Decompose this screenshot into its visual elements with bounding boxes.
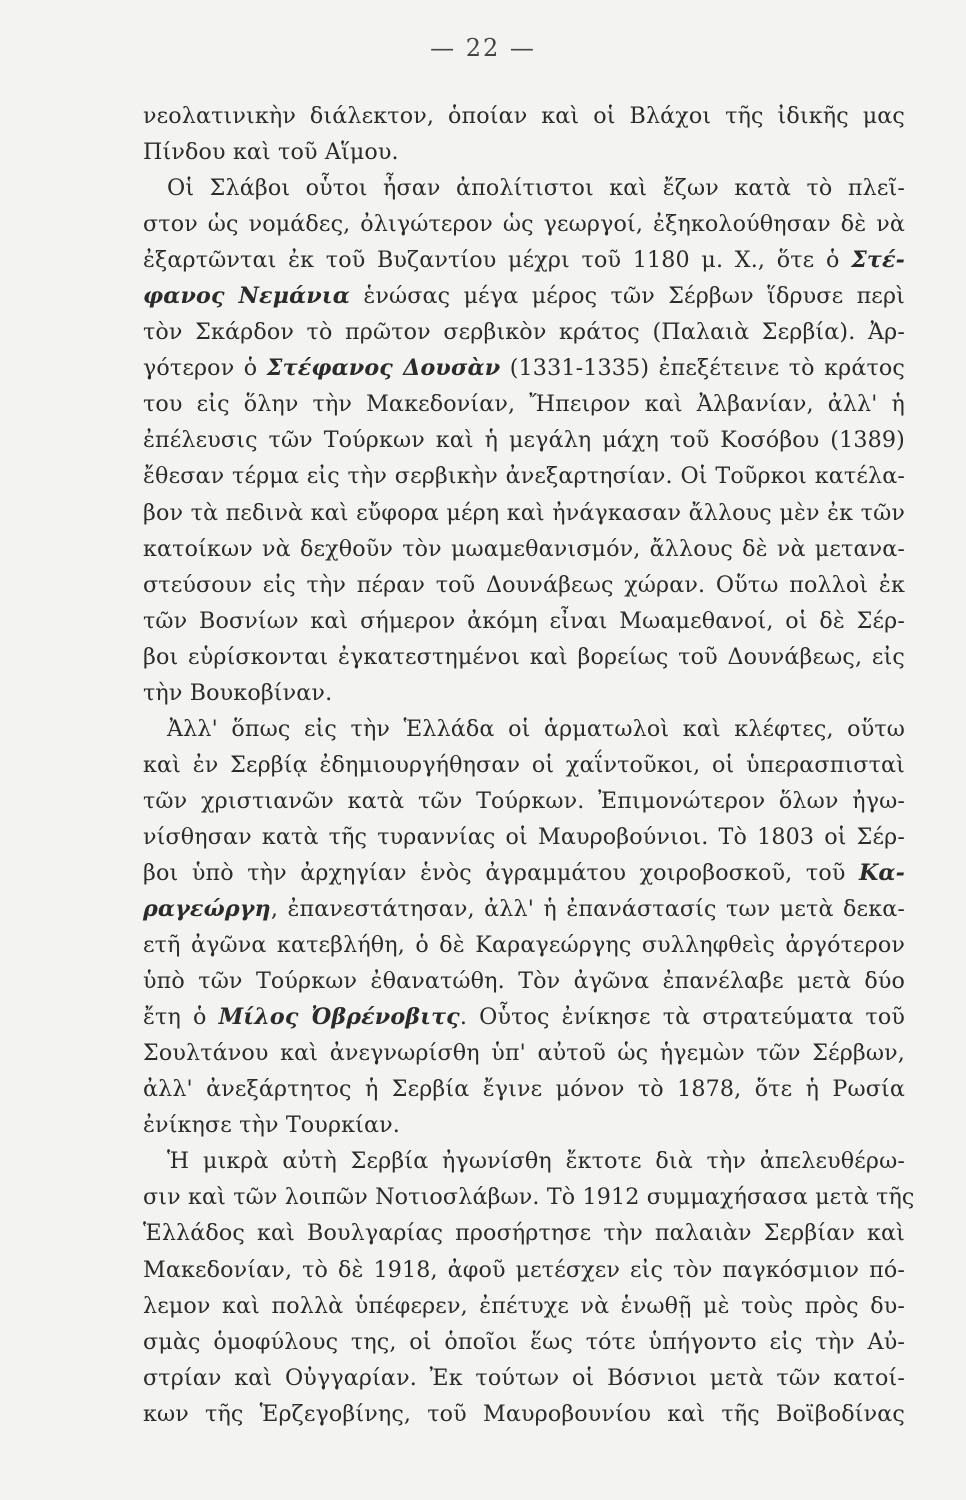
text-segment: ἔτη ὁ <box>143 1004 219 1031</box>
text-line-33: Μακεδονίαν, τὸ δὲ 1918, ἀφοῦ μετέσχεν εἰς τὸν παγκόσμιον πό- <box>143 1256 905 1283</box>
text-line-3: Οἱ Σλάβοι οὗτοι ἦσαν ἀπολίτιστοι καὶ ἔζων κατὰ τὸ πλεῖ- <box>167 175 905 202</box>
text-line-26 <box>143 999 905 1035</box>
text-line-37: κων τῆς Ἑρζεγοβίνης, τοῦ Μαυροβουνίου καὶ τῆς Βοϊβοδίνας <box>143 1400 905 1427</box>
text-line-9: του εἰς ὅλην τὴν Μακεδονίαν, Ἤπειρον καὶ Ἀλβανίαν, ἀλλ' ἡ <box>143 391 905 418</box>
text-line-5 <box>143 242 905 278</box>
page-number: — 22 — <box>430 34 536 62</box>
text-line-30: Ἡ μικρὰ αὐτὴ Σερβία ἠγωνίσθη ἔκτοτε διὰ τὴν ἀπελευθέρω- <box>167 1148 905 1175</box>
text-line-12: βον τὰ πεδινὰ καὶ εὔφορα μέρη καὶ ἠνάγκασαν ἄλλους μὲν ἐκ τῶν <box>143 499 905 526</box>
text-line-18: Ἀλλ' ὅπως εἰς τὴν Ἑλλάδα οἱ ἁρματωλοὶ καὶ κλέφτες, οὕτω <box>167 715 905 742</box>
text-segment: ἐξαρτῶνται ἐκ τοῦ Βυζαντίου μέχρι τοῦ 1180 μ. Χ., ὅτε ὁ <box>143 247 852 274</box>
text-segment: . Οὗτος ἐνίκησε τὰ στρατεύματα τοῦ <box>459 1004 906 1031</box>
name-milos-obrenovic: Μίλος Ὀβρένοβιτς <box>218 1004 460 1031</box>
text-line-1: νεολατινικὴν διάλεκτον, ὁποίαν καὶ οἱ Βλάχοι τῆς ἰδικῆς μας <box>143 103 905 129</box>
text-line-6 <box>143 278 905 314</box>
text-line-21: νίσθησαν κατὰ τῆς τυραννίας οἱ Μαυροβούνιοι. Τὸ 1803 οἱ Σέρ- <box>143 823 905 850</box>
text-line-32: Ἑλλάδος καὶ Βουλγαρίας προσήρτησε τὴν παλαιὰν Σερβίαν καὶ <box>143 1220 905 1247</box>
text-line-22 <box>143 855 905 891</box>
text-line-34: λεμον καὶ πολλὰ ὑπέφερεν, ἐπέτυχε νὰ ἑνωθῇ μὲ τοὺς πρὸς δυ- <box>143 1292 905 1319</box>
text-line-16: βοι εὑρίσκονται ἐγκατεστημένοι καὶ βορείως τοῦ Δουνάβεως, εἰς <box>143 643 905 670</box>
text-line-19: καὶ ἐν Σερβίᾳ ἐδημιουργήθησαν οἱ χαΐντοῦκοι, οἱ ὑπερασπισταὶ <box>143 751 905 778</box>
text-body <box>143 98 915 1432</box>
text-line-8 <box>143 350 905 386</box>
text-line-20: τῶν χριστιανῶν κατὰ τῶν Τούρκων. Ἐπιμονώτερον ὅλων ἠγω- <box>143 787 905 814</box>
name-stefanos-dousan: Στέφανος Δουσὰν <box>266 355 501 382</box>
text-segment: βοι ὑπὸ τὴν ἀρχηγίαν ἑνὸς ἀγραμμάτου χοιροβοσκοῦ, τοῦ <box>143 859 859 886</box>
text-line-10: ἐπέλευσις τῶν Τούρκων καὶ ἡ μεγάλη μάχη τοῦ Κοσόβου (1389) <box>143 427 905 454</box>
text-line-36: στρίαν καὶ Οὐγγαρίαν. Ἐκ τούτων οἱ Βόσνιοι μετὰ τῶν κατοί- <box>143 1364 905 1391</box>
name-stefanos-nemania: φανος Νεμάνια <box>143 283 350 310</box>
text-line-23 <box>143 891 905 927</box>
text-line-31: σιν καὶ τῶν λοιπῶν Νοτιοσλάβων. Τὸ 1912 συμμαχήσασα μετὰ τῆς <box>143 1184 915 1211</box>
text-segment: γότερον ὁ <box>143 355 267 382</box>
text-line-15: τῶν Βοσνίων καὶ σήμερον ἀκόμη εἶναι Μωαμεθανοί, οἱ δὲ Σέρ- <box>143 607 905 634</box>
text-line-35: σμὰς ὁμοφύλους της, οἱ ὁποῖοι ἕως τότε ὑπήγοντο εἰς τὴν Αὐ- <box>143 1328 905 1355</box>
text-segment: (1331-1335) ἐπεξέτεινε τὸ κράτος <box>500 355 905 382</box>
text-line-25: ὑπὸ τῶν Τούρκων ἐθανατώθη. Τὸν ἀγῶνα ἐπανέλαβε μετὰ δύο <box>143 968 905 995</box>
name-stefanos-start: Στέ- <box>851 247 905 274</box>
text-line-29: ἐνίκησε τὴν Τουρκίαν. <box>143 1112 400 1139</box>
text-line-4: στον ὡς νομάδες, ὀλιγώτερον ὡς γεωργοί, ἐξηκολούθησαν δὲ νὰ <box>143 211 905 238</box>
name-karageorgi-start: Κα- <box>858 859 905 886</box>
text-line-2: Πίνδου καὶ τοῦ Αἵμου. <box>143 139 399 166</box>
text-line-13: κατοίκων νὰ δεχθοῦν τὸν μωαμεθανισμόν, ἄλλους δὲ νὰ μετανα- <box>143 535 905 562</box>
text-segment: ἑνώσας μέγα μέρος τῶν Σέρβων ἵδρυσε περὶ <box>349 283 905 310</box>
name-karageorgi-end: ραγεώργη <box>143 896 271 923</box>
text-line-7: τὸν Σκάρδον τὸ πρῶτον σερβικὸν κράτος (Παλαιὰ Σερβία). Ἀρ- <box>143 319 905 346</box>
text-line-11: ἔθεσαν τέρμα εἰς τὴν σερβικὴν ἀνεξαρτησίαν. Οἱ Τοῦρκοι κατέλα- <box>143 463 905 490</box>
text-line-14: στεύσουν εἰς τὴν πέραν τοῦ Δουνάβεως χώραν. Οὕτω πολλοὶ ἐκ <box>143 571 905 598</box>
text-line-17: τὴν Βουκοβίναν. <box>143 679 333 706</box>
text-line-27: Σουλτάνου καὶ ἀνεγνωρίσθη ὑπ' αὐτοῦ ὡς ἡγεμὼν τῶν Σέρβων, <box>143 1040 905 1067</box>
text-line-24: ετῆ ἀγῶνα κατεβλήθη, ὁ δὲ Καραγεώργης συλληφθεὶς ἀργότερον <box>143 932 905 959</box>
text-line-28: ἀλλ' ἀνεξάρτητος ἡ Σερβία ἔγινε μόνον τὸ 1878, ὅτε ἡ Ρωσία <box>143 1076 905 1103</box>
text-segment: , ἐπανεστάτησαν, ἀλλ' ἡ ἐπανάστασίς των μετὰ δεκα- <box>270 896 905 923</box>
